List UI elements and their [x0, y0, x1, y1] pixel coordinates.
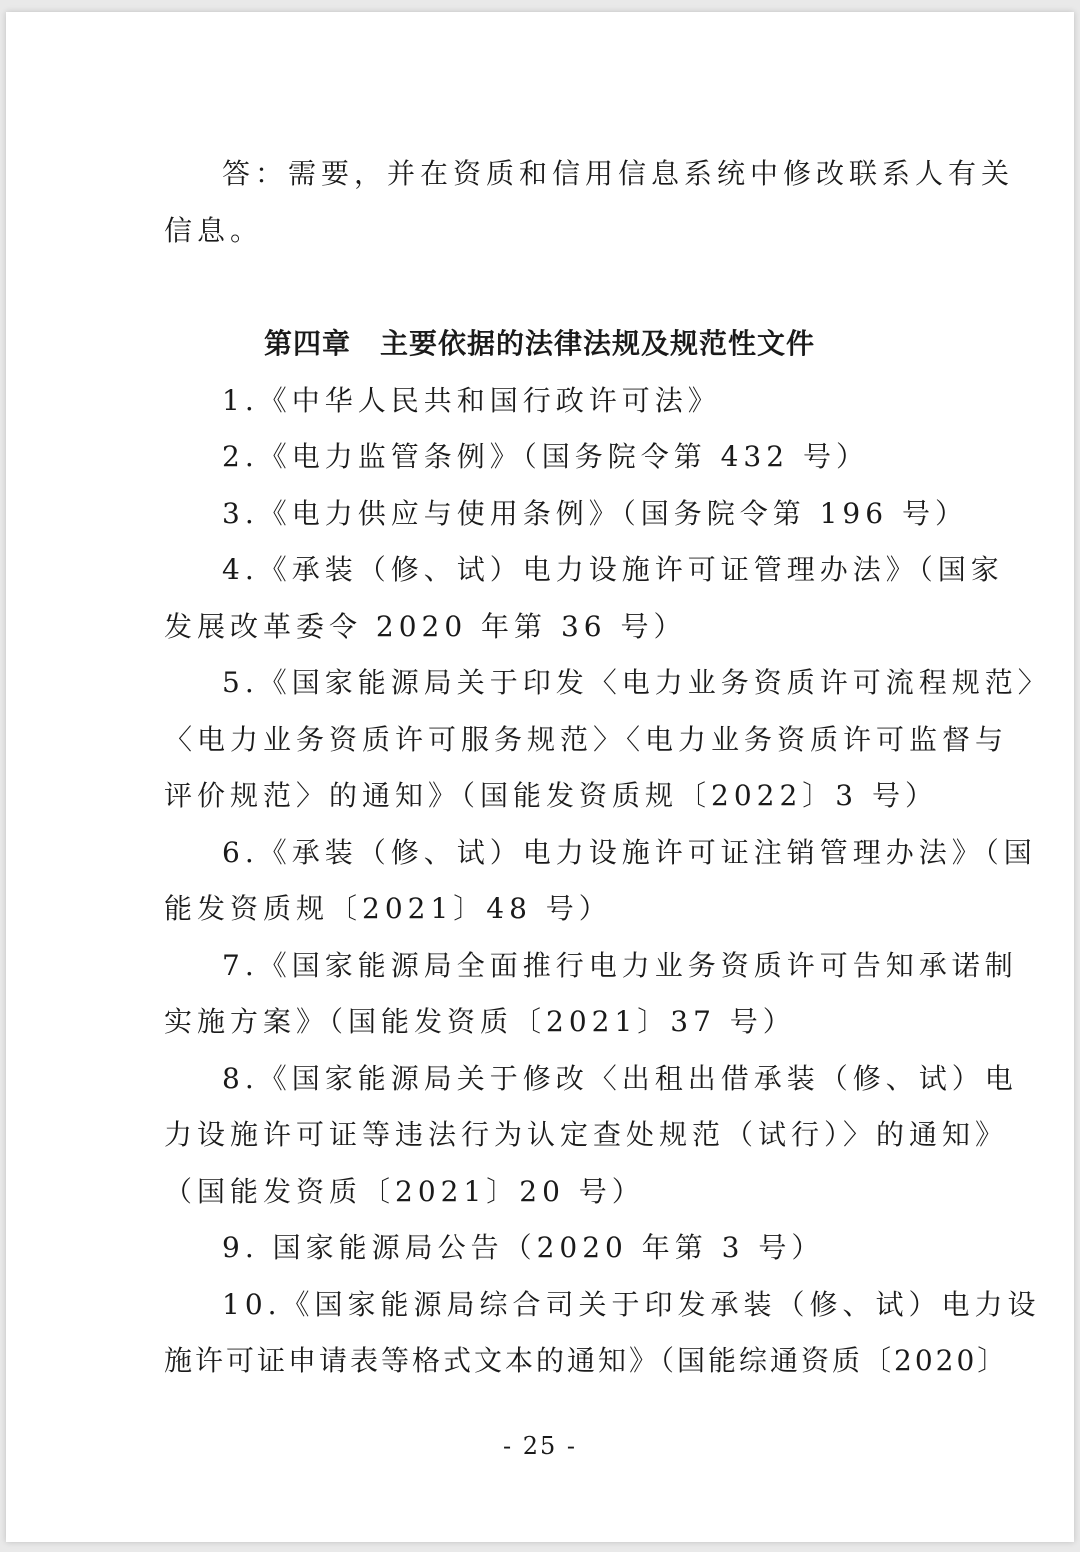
- list-item-8-line-2: 力设施许可证等违法行为认定查处规范（试行）〉的通知》: [164, 1118, 1009, 1151]
- list-item-2: 2.《电力监管条例》（国务院令第 432 号）: [222, 440, 869, 473]
- list-item-7-line-2: 实施方案》（国能发资质〔2021〕37 号）: [164, 1005, 796, 1038]
- list-item-8-line-3: （国能发资质〔2021〕20 号）: [164, 1175, 645, 1208]
- list-item-10-line-2: 施许可证申请表等格式文本的通知》（国能综通资质〔2020〕: [164, 1344, 1009, 1377]
- list-item-4-line-1: 4.《承装（修、试）电力设施许可证管理办法》（国家: [222, 553, 1004, 586]
- list-item-1: 1.《中华人民共和国行政许可法》: [222, 384, 721, 417]
- list-item-6-line-1: 6.《承装（修、试）电力设施许可证注销管理办法》（国: [222, 836, 1037, 869]
- page-number: - 25 -: [502, 1432, 577, 1460]
- list-item-4-line-2: 发展改革委令 2020 年第 36 号）: [164, 610, 687, 643]
- list-item-3: 3.《电力供应与使用条例》（国务院令第 196 号）: [222, 497, 968, 530]
- chapter-heading: 第四章 主要依据的法律法规及规范性文件: [264, 327, 816, 360]
- answer-line-2: 信息。: [164, 214, 264, 247]
- list-item-7-line-1: 7.《国家能源局全面推行电力业务资质许可告知承诺制: [222, 949, 1018, 982]
- list-item-8-line-1: 8.《国家能源局关于修改〈出租出借承装（修、试）电: [222, 1062, 1018, 1095]
- list-item-10-line-1: 10.《国家能源局综合司关于印发承装（修、试）电力设: [222, 1288, 1041, 1321]
- list-item-5-line-2: 〈电力业务资质许可服务规范〉〈电力业务资质许可监督与: [164, 723, 1009, 756]
- answer-line-1: 答：需要，并在资质和信用信息系统中修改联系人有关: [222, 157, 1015, 190]
- list-item-5-line-3: 评价规范〉的通知》（国能发资质规〔2022〕3 号）: [164, 779, 938, 812]
- list-item-5-line-1: 5.《国家能源局关于印发〈电力业务资质许可流程规范〉: [222, 666, 1051, 699]
- list-item-6-line-2: 能发资质规〔2021〕48 号）: [164, 892, 612, 925]
- document-page: [6, 12, 1074, 1542]
- list-item-9: 9. 国家能源局公告（2020 年第 3 号）: [222, 1231, 825, 1264]
